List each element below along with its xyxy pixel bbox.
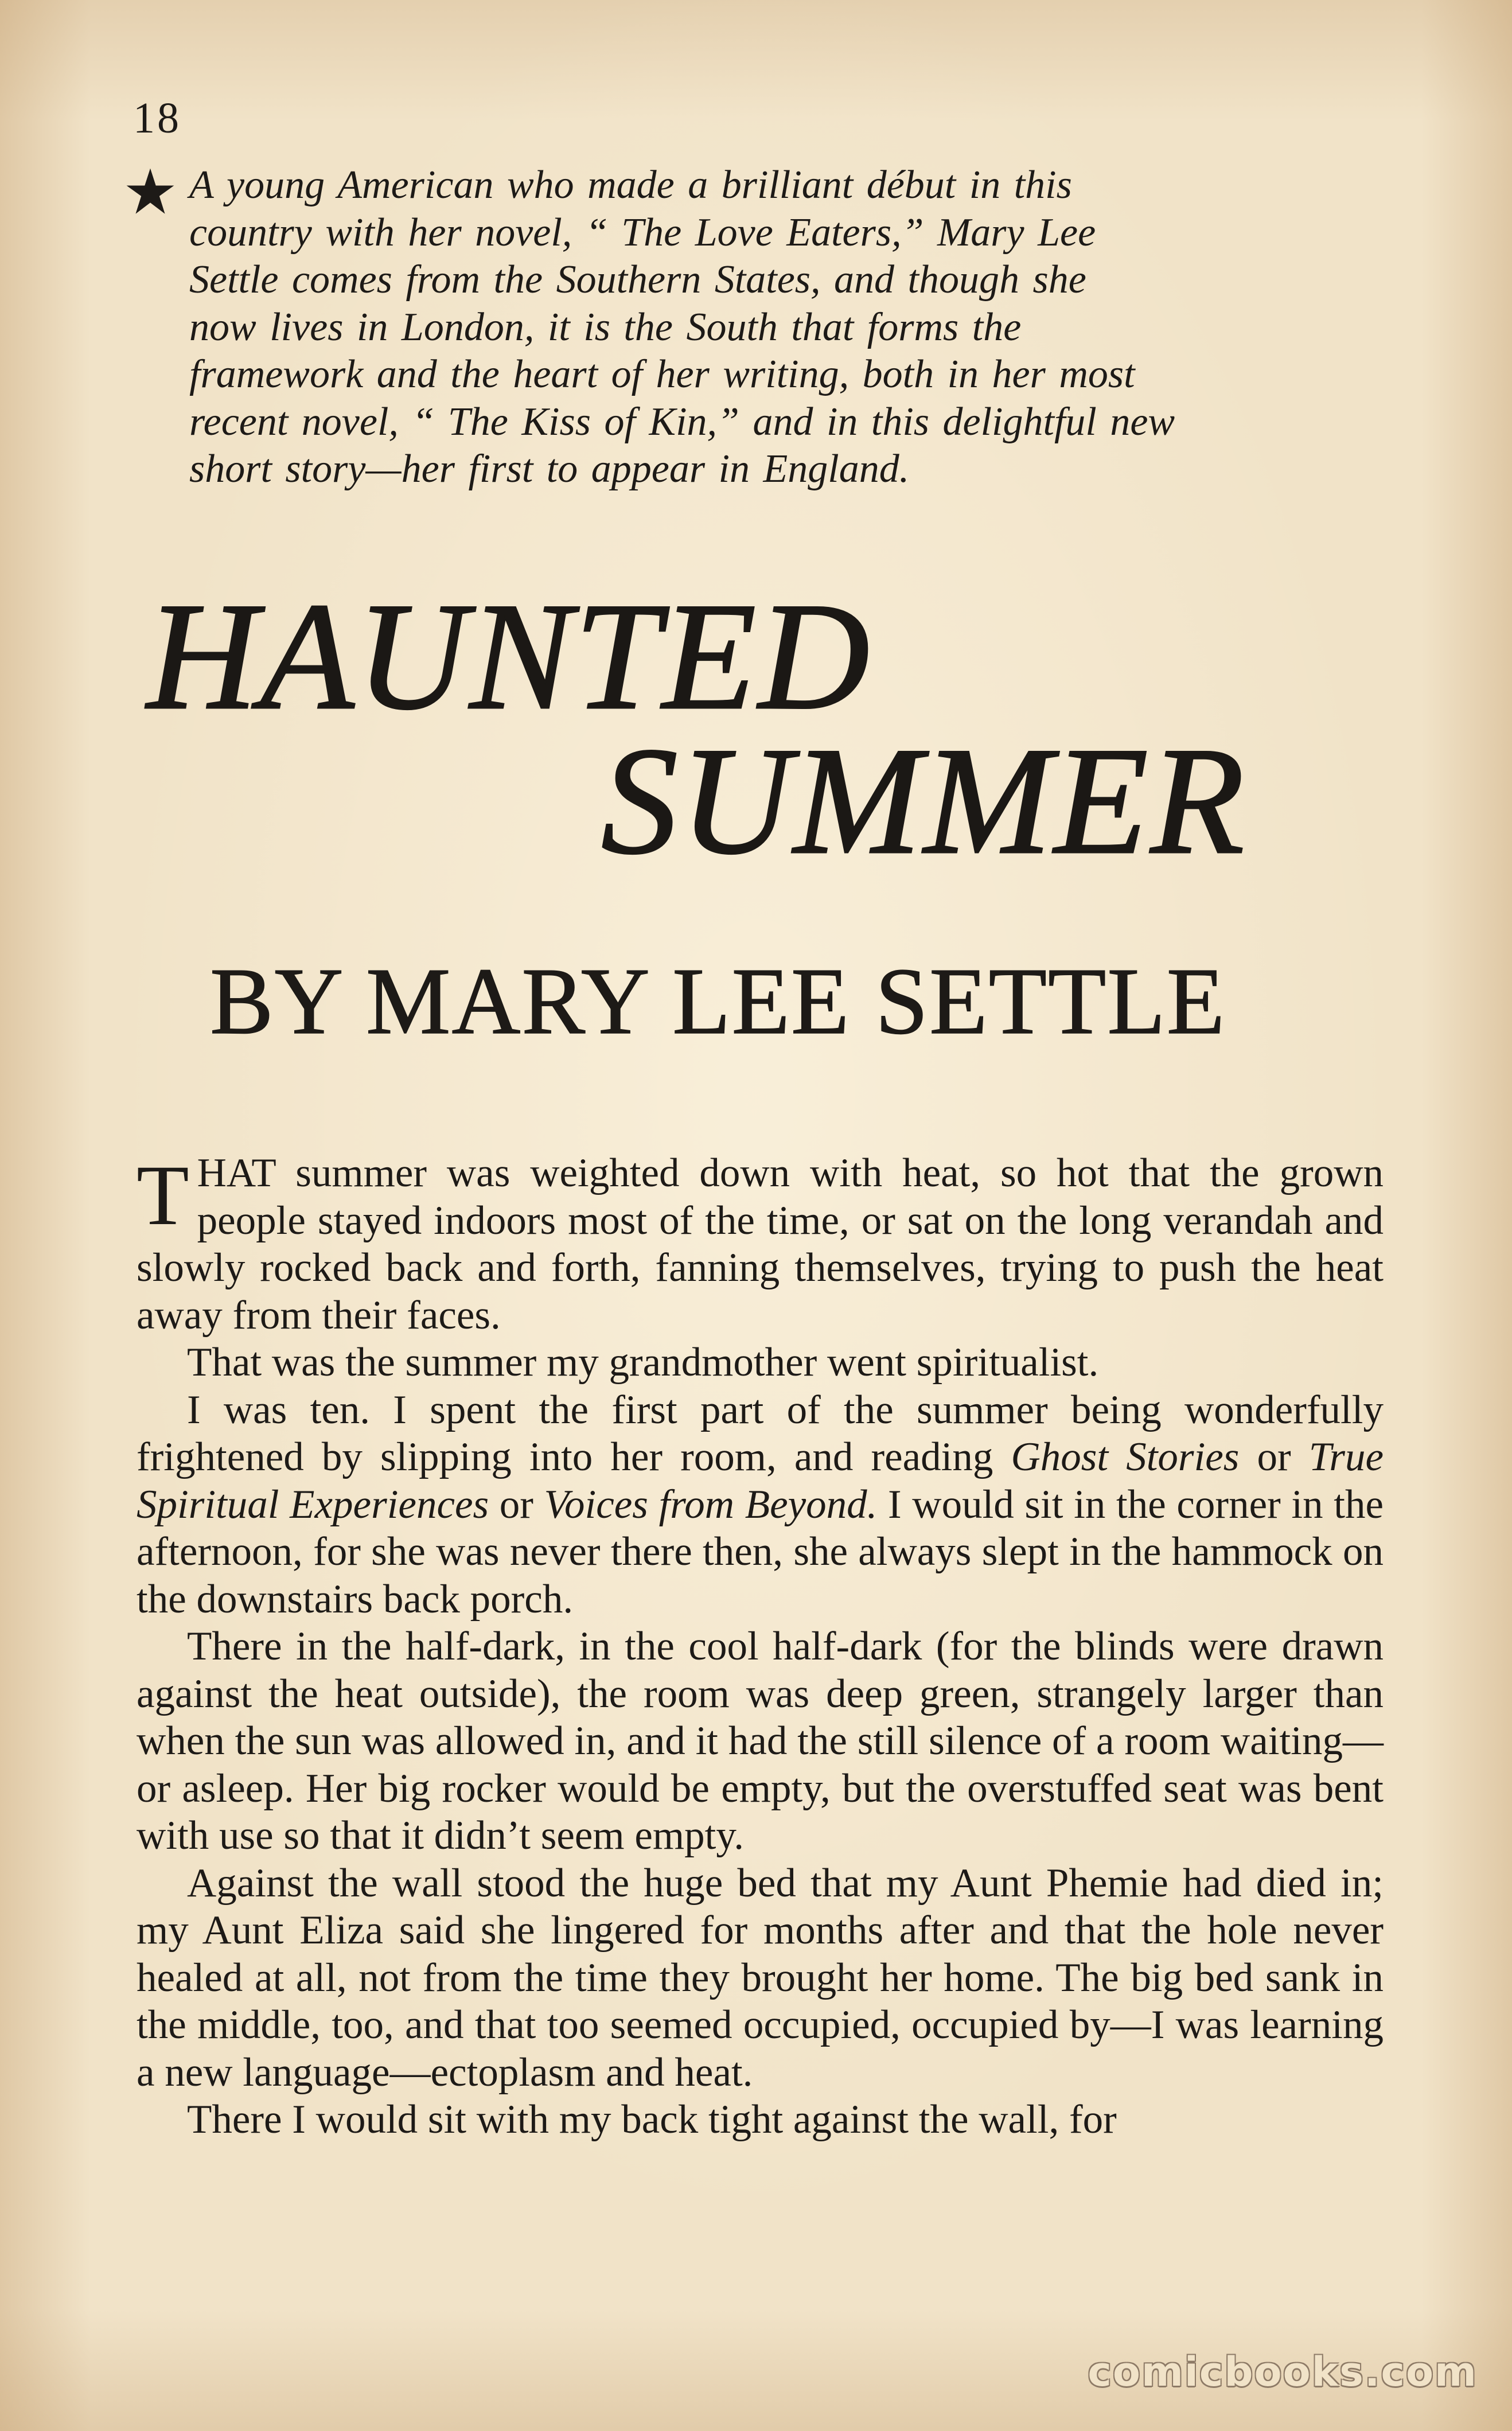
star-icon	[125, 166, 176, 217]
story-paragraph	[137, 1623, 1384, 1860]
paragraph-text: There I would sit with my back tight against the wall, for	[187, 2097, 1117, 2142]
italic-title-text: True Spiritual Experiences	[137, 1435, 1384, 1527]
paragraph-text: I would sit in the corner in the afternoon, for she was never there then, she always slept in the hammock on the downstairs back porch.	[137, 1482, 1384, 1622]
intro-line: recent novel, “ The Kiss of Kin,” and in this delightful new	[189, 399, 1175, 444]
intro-line: now lives in London, it is the South that forms the	[189, 305, 1022, 349]
story-title-line-2: SUMMER	[601, 715, 1247, 886]
intro-line: framework and the heart of her writing, both in her most	[189, 352, 1135, 396]
paragraph-text: or	[489, 1482, 544, 1527]
paragraph-text: or	[1239, 1435, 1309, 1479]
intro-blurb	[189, 162, 1288, 493]
page-number: 18	[133, 94, 181, 142]
intro-line: short story—her first to appear in England.	[189, 447, 910, 491]
drop-cap: T	[137, 1148, 189, 1243]
italic-title-text: Voices from Beyond.	[544, 1482, 878, 1527]
paragraph-text: Against the wall stood the huge bed that my Aunt Phemie had died in; my Aunt Eliza said she lingered for months after and that the hole never healed at all, not from the time they brought her home. The big bed sank in the middle, too, and that too seemed occupied, occupied by—I was learning a new language—ectoplasm and heat.	[137, 1860, 1384, 2095]
paragraph-text: There in the half-dark, in the cool half-dark (for the blinds were drawn against the heat outside), the room was deep green, strangely larger than when the sun was allowed in, and it had the still silence of a room waiting—or asleep. Her big rocker would be empty, but the overstuffed seat was bent with use so that it didn’t seem empty.	[137, 1624, 1384, 1858]
italic-title-text: Ghost Stories	[1011, 1435, 1240, 1479]
story-body	[137, 1150, 1384, 2144]
story-paragraph	[137, 1339, 1384, 1386]
story-paragraph	[137, 1386, 1384, 1623]
intro-line: Settle comes from the Southern States, and though she	[189, 258, 1086, 302]
intro-line: A young American who made a brilliant début in this	[189, 163, 1072, 207]
author-byline: BY MARY LEE SETTLE	[210, 948, 1226, 1054]
story-paragraph	[137, 1150, 1384, 1339]
paragraph-text: I was ten. I spent the first part of the summer being wonderfully frightened by slipping into her room, and reading	[137, 1387, 1384, 1479]
paragraph-text: That was the summer my grandmother went spiritualist.	[187, 1340, 1099, 1385]
site-watermark: comicbooks.com	[1088, 2348, 1478, 2395]
intro-line: country with her novel, “ The Love Eaters,” Mary Lee	[189, 210, 1096, 255]
story-paragraph	[137, 1860, 1384, 2097]
paragraph-text: HAT summer was weighted down with heat, so hot that the grown people stayed indoors most of the time, or sat on the long verandah and slowly rocked back and forth, fanning themselves, trying to push the heat away from their faces.	[137, 1151, 1384, 1338]
story-paragraph	[137, 2096, 1384, 2144]
story-title-line-1: HAUNTED	[147, 571, 872, 741]
